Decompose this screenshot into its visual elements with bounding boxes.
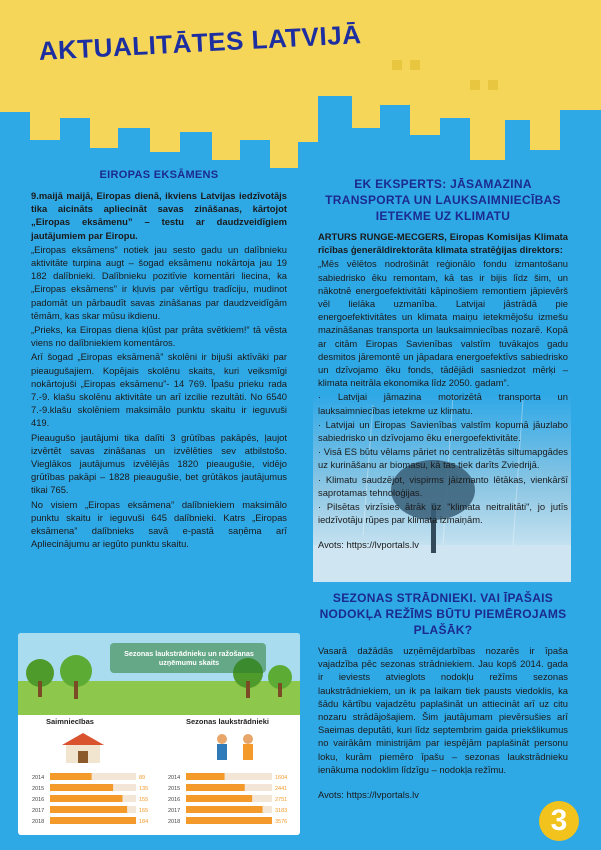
article-paragraph: Vasarā dažādās uzņēmējdarbības nozarēs ir īpaša vajadzība pēc sezonas strādniekiem. Jau kopš 2014. gada ir ieviests atvieglots nodokļu režīms sezonas laukstrādniekiem, un ik pa laikam tiek pausts viedoklis, ka šādu kārtību vajadzētu paplašināt un attiecināt arī uz citu nozaru strādājošajiem. Šim jautājumam pievērsušies arī Saeimas deputāti, kuri līdz septembrim gaida priekšlikumus no vairākām ministrijām par iespējām paplašināt personu loku, kurām piemēro īpašu – sezonas laukstrādnieku ienākuma nodoklim līdzīgu – nodokļa režīmu. (318, 645, 568, 775)
article-sezonas-stradnieki (318, 590, 568, 811)
bar (186, 784, 245, 791)
bar (50, 817, 136, 824)
bar-category-label: 2018 (32, 819, 45, 825)
article-heading: EK EKSPERTS: JĀSAMAZINA TRANSPORTA UN LAUKSAIMNIECĪBAS IETEKME UZ KLIMATU (325, 177, 561, 223)
bar-value-label: 184 (139, 819, 149, 825)
bar (50, 795, 122, 802)
bar (186, 817, 272, 824)
chart-saimniecibas (32, 771, 156, 831)
source-link[interactable]: Avots: https://lvportals.lv (318, 789, 419, 801)
panel-title-left: Saimniecības (46, 717, 94, 726)
bar-category-label: 2017 (32, 808, 45, 814)
page-number-badge: 3 (539, 801, 579, 841)
bar-category-label: 2017 (168, 808, 181, 814)
article-paragraph: „Eiropas eksāmens” notiek jau sesto gadu un dalībnieku aktivitāte turpina augt – šogad eksāmenu nokārtoja jau 19 182 dalībnieki. Dalībnieku pozitīvie komentāri liecina, ka „Eiropas eksāmens” ir kļuvis par vērtīgu tradīciju, mudinot padomāt un pārbaudīt savas zināšanas par daudzveidīgām tēmām, kas skar mūsu ikdienu. (31, 243, 287, 321)
bar-value-label: 1604 (275, 775, 288, 781)
infographic (18, 633, 300, 835)
bar-value-label: 2751 (275, 797, 288, 803)
orchard-illustration (18, 633, 300, 715)
article-heading: EIROPAS EKSĀMENS (99, 169, 219, 181)
article-paragraph: Pieaugušo jautājumi tika dalīti 3 grūtības pakāpēs, ļaujot izvērtēt savas zināšanas un izvēlēties sev atbilstošo. Vieglākos jautājumus izvēlējās 1820 pieaugušie, vidējo grūtības pakāpi – 1828 pieaugušie, bet grūtākos jautājumus tikai 765. (31, 431, 287, 496)
page-title: AKTUALITĀTES LATVIJĀ (38, 19, 363, 66)
article-paragraph: No visiem „Eiropas eksāmena” dalībniekiem maksimālo punktu skaitu ir ieguvuši 645 dalībnieki. Katrs „Eiropas eksāmena” dalībnieks savā e-pastā saņēma arī Apliecinājumu ar iegūto punktu skaitu. (31, 498, 287, 550)
article-paragraph: „Prieks, ka Eiropas diena kļūst par prāta svētkiem!” tā vēsta viens no dalībniekiem komentāros. (31, 324, 287, 349)
bar-category-label: 2016 (168, 797, 181, 803)
bullet-item: · Latvijai un Eiropas Savienības valstīm kopumā jāuzlabo sabiedrisko un dzīvojamo ēku energoefektivitāte. (318, 418, 568, 444)
bar-category-label: 2015 (32, 786, 45, 792)
bar (186, 795, 252, 802)
bar-value-label: 2441 (275, 786, 288, 792)
bullet-item: · Visā ES būtu vēlams pāriet no centralizētās siltumapgādes uz kurināšanu ar biomasu, kā tas tiek darīts Zviedrijā. (318, 446, 568, 471)
bar (50, 773, 92, 780)
infographic-title: Sezonas laukstrādnieku un ražošanas uzņēmumu skaits (124, 649, 254, 667)
house-icon (58, 731, 108, 765)
bullet-item: · Pilsētas virzīsies ātrāk uz "klimata neitralitāti", jo jutīs iedzīvotāju rūpes par klimata izmaiņām. (318, 501, 568, 526)
bar (186, 773, 225, 780)
bar-value-label: 155 (139, 797, 149, 803)
bar-value-label: 89 (139, 775, 146, 781)
article-paragraph: „Mēs vēlētos nodrošināt reģionālo fondu izmantošanu sabiedrisko ēku remontam, kā tas ir bijis līdz šim, un nākotnē energoefektivitāti kāpinošiem remontiem jāpievērš vēl lielāka uzmanība. Latvijai jāstrādā pie energoefektivitātes un klimata maiņu ietekmējošu izmešu mazināšanas transporta un lauksaimniecības nozarē. Kopā ar citām Eiropas Savienības valstīm tuvākajos gadu desmitos jāremontē un jāpadara energoefektīvs sabiedrisko un dzīvojamo ēku fonds, tādējādi sasniedzot mērķi – klimata neitrāla ekonomika līdz 2050. gadam”. (318, 258, 568, 389)
bar (186, 806, 263, 813)
bar-category-label: 2014 (168, 775, 181, 781)
bar-value-label: 3183 (275, 808, 288, 814)
source-link[interactable]: Avots: https://lvportals.lv (318, 539, 419, 551)
article-heading: SEZONAS STRĀDNIEKI. VAI ĪPAŠAIS NODOKĻA REŽĪMS BŪTU PIEMĒROJAMS PLAŠĀK? (319, 591, 567, 637)
bar-value-label: 135 (139, 786, 149, 792)
article-lead: 9.maijā maijā, Eiropas dienā, ikviens Latvijas iedzīvotājs tika aicināts apliecināt savas zināšanas, kārtojot „Eiropas eksāmenu” – testu ar daudzveidīgiem jautājumiem par Eiropu. (31, 190, 287, 241)
bar-category-label: 2015 (168, 786, 181, 792)
chart-sezonas-laukstradnieki (168, 771, 292, 831)
bar-value-label: 165 (139, 808, 149, 814)
article-eiropas-eksamens (31, 168, 287, 551)
workers-icon (208, 731, 264, 765)
article-lead: ARTURS RUNGE-MECGERS, Eiropas Komisijas Klimata rīcības ģenerāldirektorāta klimata stratēģijas direktors: (318, 231, 568, 256)
panel-title-right: Sezonas laukstrādnieki (186, 717, 269, 726)
bar-category-label: 2018 (168, 819, 181, 825)
bullet-item: · Latvijai jāmazina motorizētā transporta un lauksaimniecības ietekme uz klimatu. (318, 391, 568, 416)
article-ek-eksperts (318, 176, 568, 552)
bar-category-label: 2014 (32, 775, 45, 781)
bar-value-label: 3576 (275, 819, 288, 825)
bar-category-label: 2016 (32, 797, 45, 803)
bar (50, 806, 127, 813)
bar (50, 784, 113, 791)
bullet-item: · Klimatu saudzējot, vispirms jāizmanto lētākas, vienkāršī saprotamas tehnoloģijas. (318, 473, 568, 498)
article-paragraph: Arī šogad „Eiropas eksāmenā” skolēni ir bijuši aktīvāki par pieaugušajiem. Kopējais skolēnu skaits, kuri veiksmīgi nokārtojuši „Eiropas eksāmenu”- 14 769. Īpašu prieku rada 7.-9. klašu skolēnu aktivitāte un arī izcilie rezultāti. No 6540 7.-9.klašu skolēniem maksimālo punktu skaitu ir ieguvuši 419. (31, 351, 287, 429)
